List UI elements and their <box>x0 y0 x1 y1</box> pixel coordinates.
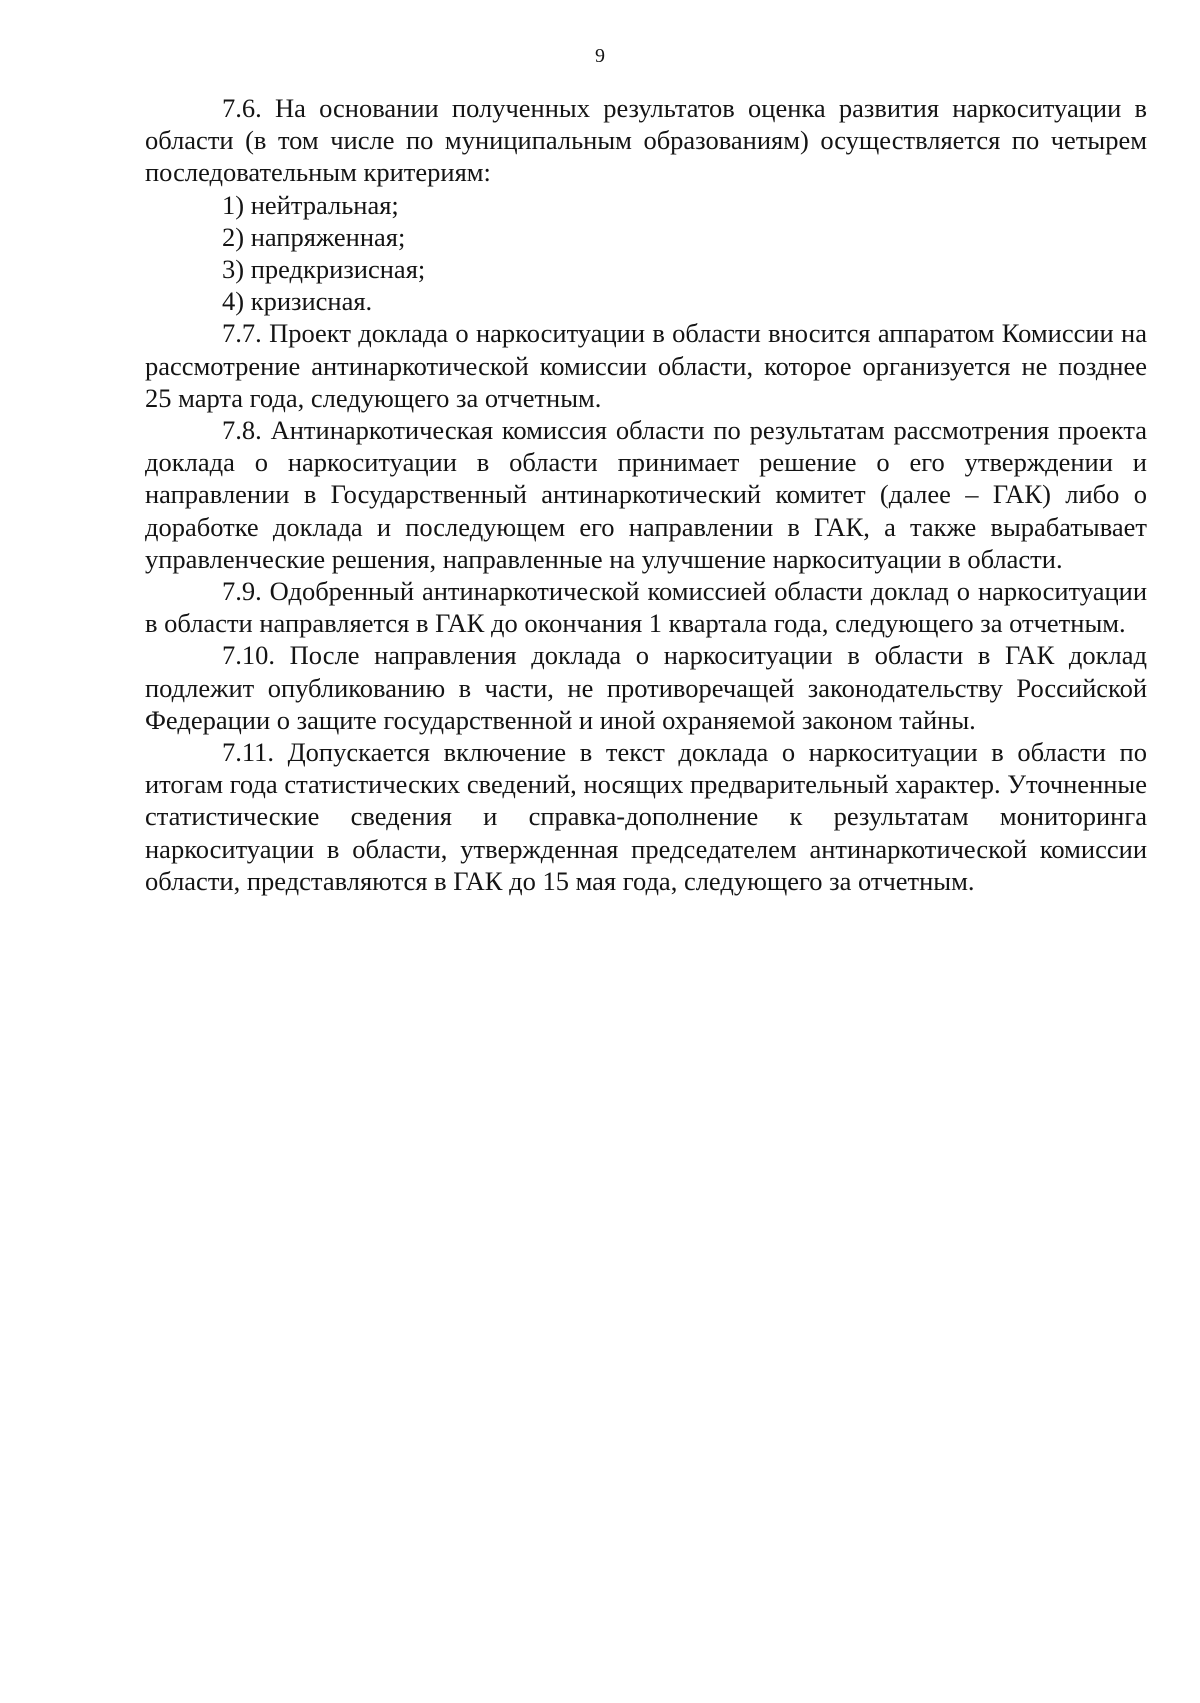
paragraph-7-7: 7.7. Проект доклада о наркоситуации в области вносится аппаратом Комиссии на рассмотрение антинаркотической комиссии области, которое организуется не позднее 25 марта года, следующего за отчетным. <box>145 318 1147 413</box>
page-number: 9 <box>595 45 605 67</box>
criterion-item-3: 3) предкризисная; <box>222 254 426 285</box>
criterion-item-4: 4) кризисная. <box>222 286 373 317</box>
document-body <box>145 92 1147 897</box>
paragraph-7-8: 7.8. Антинаркотическая комиссия области по результатам рассмотрения проекта доклада о наркоситуации в области принимает решение о его утверждении и направлении в Государственный антинаркотический комитет (далее – ГАК) либо о доработке доклада и последующем его направлении в ГАК, а также вырабатывает управленческие решения, направленные на улучшение наркоситуации в области. <box>145 415 1147 574</box>
criterion-item-1: 1) нейтральная; <box>222 189 399 220</box>
paragraph-7-10: 7.10. После направления доклада о наркоситуации в области в ГАК доклад подлежит опубликованию в части, не противоречащей законодательству Российской Федерации о защите государственной и иной охраняемой законом тайны. <box>145 640 1147 735</box>
paragraph-7-11: 7.11. Допускается включение в текст доклада о наркоситуации в области по итогам года статистических сведений, носящих предварительный характер. Уточненные статистические сведения и справка-дополнение к результатам мониторинга наркоситуации в области, утвержденная председателем антинаркотической комиссии области, представляются в ГАК до 15 мая года, следующего за отчетным. <box>145 737 1147 896</box>
paragraph-7-9: 7.9. Одобренный антинаркотической комиссией области доклад о наркоситуации в области направляется в ГАК до окончания 1 квартала года, следующего за отчетным. <box>145 576 1147 639</box>
paragraph-7-6: 7.6. На основании полученных результатов оценка развития наркоситуации в области (в том числе по муниципальным образованиям) осуществляется по четырем последовательным критериям: <box>145 93 1147 188</box>
criterion-item-2: 2) напряженная; <box>222 221 406 252</box>
